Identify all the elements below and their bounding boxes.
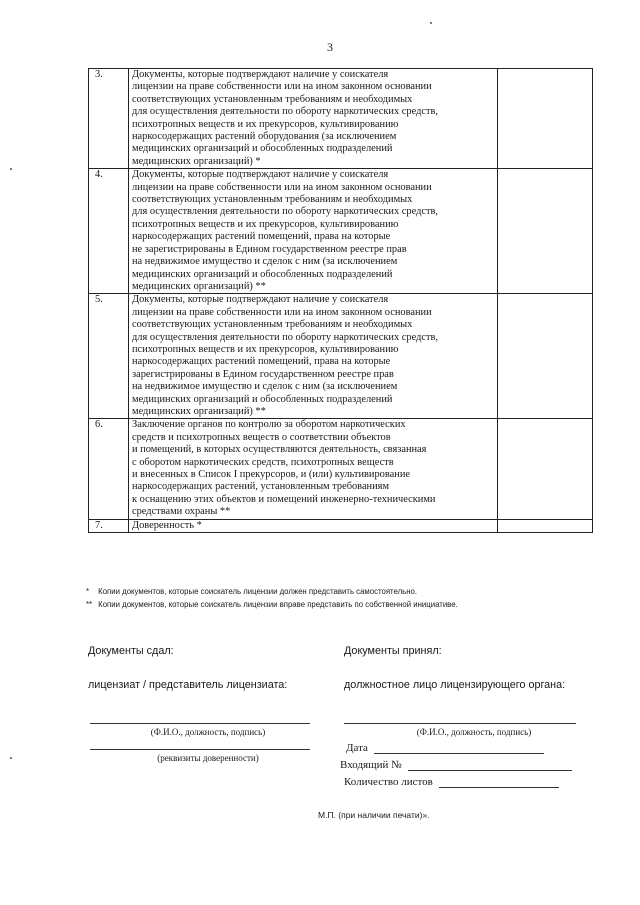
row-description: Доверенность *: [129, 519, 498, 532]
row-mark-cell: [498, 519, 593, 532]
table-row: [89, 294, 593, 419]
row-number: 3.: [89, 69, 129, 169]
incoming-number-field: [340, 754, 604, 771]
row-description: Документы, которые подтверждают наличие у соискателя лицензии на праве собственности или на ином законном основании соответствующих установленным требованиям и необходимых для осуществления деятельности по обороту наркотических средств, психотропных веществ и их прекурсоров, культивированию наркосодержащих растений помещений, права на которые зарегистрированы в Едином государственном реестре прав на недвижимое имущество и сделок с ним (за исключением медицинских организаций и обособленных подразделений медицинских организаций) **: [129, 294, 498, 419]
receiver-role: должностное лицо лицензирующего органа:: [344, 679, 566, 691]
row-number: 7.: [89, 519, 129, 532]
footnote: [86, 585, 606, 598]
row-number: 5.: [89, 294, 129, 419]
row-description: Документы, которые подтверждают наличие у соискателя лицензии на праве собственности или на ином законном основании соответствующих установленным требованиям и необходимых для осуществления деятельности по обороту наркотических средств, психотропных веществ и их прекурсоров, культивированию наркосодержащих растений помещений, права на которые не зарегистрированы в Едином государственном реестре прав на недвижимое имущество и сделок с ним (за исключением медицинских организаций и обособленных подразделений медицинских организаций) **: [129, 169, 498, 294]
row-mark-cell: [498, 69, 593, 169]
footnote: [86, 598, 606, 611]
table-row: [89, 69, 593, 169]
submitter-role: лицензиат / представитель лицензиата:: [88, 679, 288, 691]
footnotes: [86, 585, 606, 611]
table-row: [89, 169, 593, 294]
page-number: 3: [327, 40, 333, 54]
row-mark-cell: [498, 294, 593, 419]
row-number: 6.: [89, 419, 129, 519]
row-number: 4.: [89, 169, 129, 294]
sheet-count-field: [344, 771, 604, 788]
power-of-attorney-line: [90, 749, 310, 750]
sheet-count-line: [439, 777, 559, 788]
incoming-number-label: Входящий №: [340, 759, 402, 771]
submitter-heading: Документы сдал:: [88, 645, 174, 657]
receiver-signature-line: [344, 723, 576, 724]
row-mark-cell: [498, 419, 593, 519]
footnote-mark: **: [86, 600, 93, 609]
documents-table: [88, 68, 593, 533]
incoming-number-line: [408, 760, 572, 771]
date-label: Дата: [346, 742, 368, 754]
receiver-signature-caption: (Ф.И.О., должность, подпись): [416, 727, 532, 737]
scan-speck: [10, 168, 12, 170]
power-of-attorney-caption: (реквизиты доверенности): [157, 753, 259, 763]
submitter-signature-caption: (Ф.И.О., должность, подпись): [150, 727, 266, 737]
scan-speck: [430, 22, 432, 24]
table-row: [89, 419, 593, 519]
date-field: [344, 737, 604, 754]
row-description: Документы, которые подтверждают наличие у соискателя лицензии на праве собственности или на ином законном основании соответствующих установленным требованиям и необходимых для осуществления деятельности по обороту наркотических средств, психотропных веществ и их прекурсоров, культивированию наркосодержащих растений оборудования (за исключением медицинских организаций и обособленных подразделений медицинских организаций) *: [129, 69, 498, 169]
sheet-count-label: Количество листов: [344, 776, 433, 788]
row-description: Заключение органов по контролю за оборотом наркотических средств и психотропных веществ о соответствии объектов и помещений, в которых осуществляются деятельность, связанная с оборотом наркотических средств, психотропных веществ и внесенных в Список I прекурсоров, и (или) культивирование наркосодержащих растений, установленным требованиям к оснащению этих объектов и помещений инженерно-техническими средствами охраны **: [129, 419, 498, 519]
footnote-mark: *: [86, 587, 90, 596]
submitter-signature-line: [90, 723, 310, 724]
table-row: [89, 519, 593, 532]
footnote-text: Копии документов, которые соискатель лицензии вправе представить по собственной инициативе.: [98, 600, 458, 609]
receiver-heading: Документы принял:: [344, 645, 442, 657]
date-line: [374, 743, 544, 754]
row-mark-cell: [498, 169, 593, 294]
submitter-signature-block: [88, 645, 328, 763]
receiver-signature-block: [340, 645, 604, 788]
scan-speck: [10, 757, 12, 759]
seal-note: М.П. (при наличии печати)».: [318, 810, 430, 820]
footnote-text: Копии документов, которые соискатель лицензии должен представить самостоятельно.: [98, 587, 418, 596]
